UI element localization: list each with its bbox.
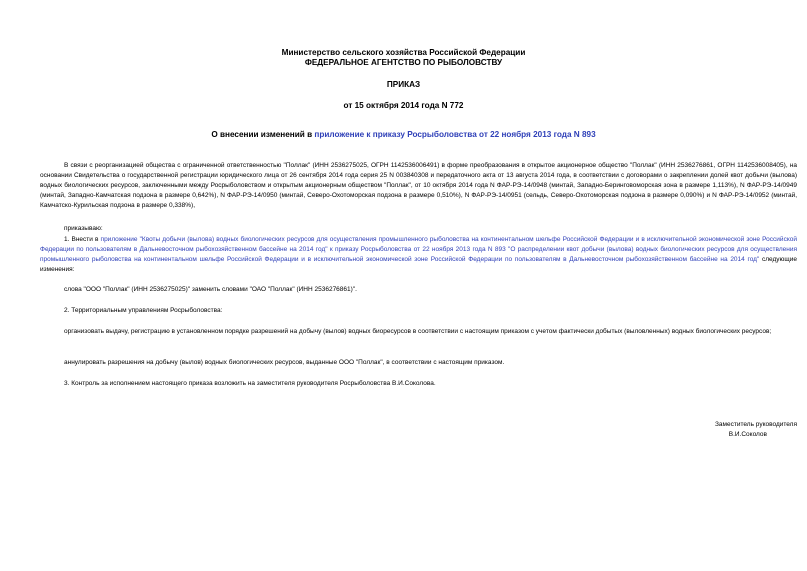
item-3: 3. Контроль за исполнением настоящего приказа возложить на заместителя руководителя Росрыболовства В.И.Соколова.: [64, 380, 436, 387]
intro-paragraph: В связи с реорганизацией общества с ограниченной ответственностью "Поллак" (ИНН 2536275025, ОГРН 1142536006491) в форме преобразования в открытое акционерное общество "Поллак" (ИНН 2536276861, ОГРН 1142536008405), на основании Свидетельства о государственной регистрации юридического лица от 26 сентября 2014 года серия 25 N 003840308 и передаточного акта от 13 августа 2014 года, в соответствии с договорами о закреплении долей квот добычи (вылова) водных биологических ресурсов, заключенными между Росрыболовством и открытым акционерным обществом "Поллак", от 10 октября 2014 года N ФАР-РЭ-14/0948 (минтай, Западно-Беринговоморская зона в размере 1,113%), N ФАР-РЭ-14/0949 (минтай, Западно-Камчатская подзона в размере 0,642%), N ФАР-РЭ-14/0950 (минтай, Северо-Охотоморская подзона в размере 0,510%), N ФАР-РЭ-14/0951 (сельдь, Северо-Охотоморская подзона в размере 0,090%) и N ФАР-РЭ-14/0952 (минтай, Камчатско-Курильская подзона в размере 0,338%),: [40, 162, 797, 209]
title-prefix: О внесении изменений в: [211, 130, 315, 139]
item-1-prefix: 1. Внести в: [64, 236, 101, 243]
doc-type-heading: ПРИКАЗ: [386, 80, 421, 89]
date-number-heading: от 15 октября 2014 года N 772: [343, 101, 464, 110]
title-link[interactable]: приложение к приказу Росрыболовства от 22 ноября 2013 года N 893: [314, 130, 596, 139]
agency-heading: ФЕДЕРАЛЬНОЕ АГЕНТСТВО ПО РЫБОЛОВСТВУ: [304, 58, 503, 67]
signature-name: В.И.Соколов: [728, 431, 767, 438]
item-2a: организовать выдачу, регистрацию в установленном порядке разрешений на добычу (вылов) водных биоресурсов в соответствии с настоящим приказом с учетом фактически добытых (выловленных) водных биологических ресурсов;: [64, 328, 772, 335]
ministry-heading: Министерство сельского хозяйства Российской Федерации: [281, 48, 526, 57]
item-1-link[interactable]: приложение "Квоты добычи (вылова) водных биологических ресурсов для осуществления промышленного рыболовства на континентальном шельфе Российской Федерации и в исключительной экономической зоне Российской Федерации по пользователям в Дальневосточном рыбохозяйственном бассейне на 2014 год" к приказу Росрыболовства от 22 ноября 2013 года N 893 "О распределении квот добычи (вылова) водных биологических ресурсов для осуществления промышленного рыболовства на континентальном шельфе Российской Федерации и в исключительной экономической зоне Российской Федерации по пользователям в Дальневосточном рыбохозяйственном бассейне на 2014 год": [40, 236, 797, 263]
item-2: 2. Территориальным управлениям Росрыболовства:: [64, 307, 223, 314]
item-2b: аннулировать разрешения на добычу (вылов) водных биологических ресурсов, выданные ООО "Поллак", в соответствии с настоящим приказом.: [64, 359, 505, 366]
item-1: [40, 235, 797, 275]
signature-position: Заместитель руководителя: [715, 421, 797, 428]
item-1-suffix: следующие изменения:: [40, 256, 797, 273]
replace-instruction: слова "ООО "Поллак" (ИНН 2536275025)" заменить словами "ОАО "Поллак" (ИНН 2536276861)".: [64, 286, 357, 293]
order-word: приказываю:: [64, 225, 103, 232]
page-title: [0, 130, 807, 140]
